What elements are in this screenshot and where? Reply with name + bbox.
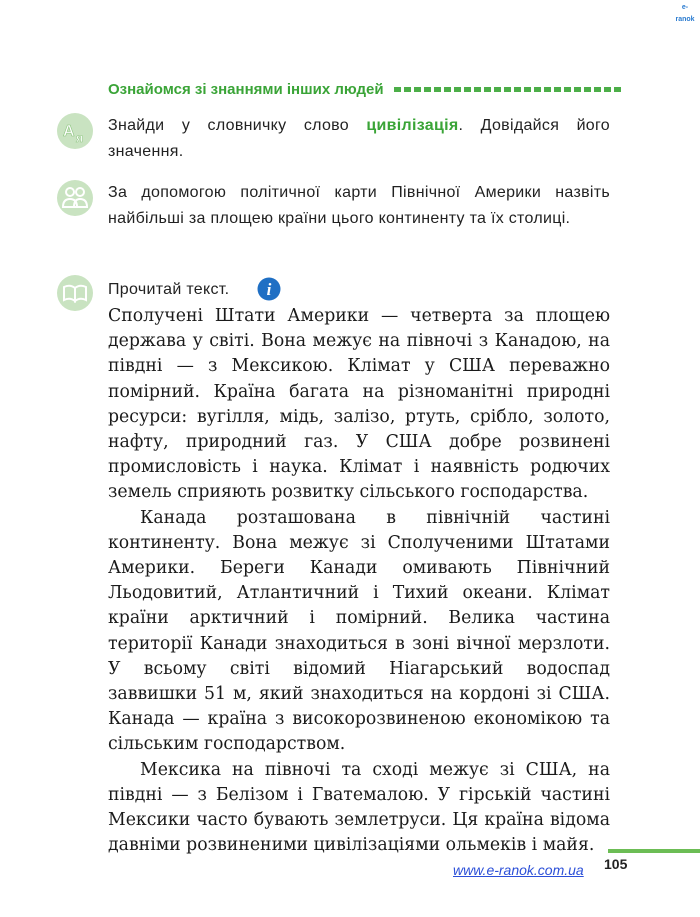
book-icon (57, 275, 93, 311)
info-icon (257, 277, 281, 301)
paragraph-usa: Сполучені Штати Америки — четверта за площею держава у світі. Вона межує на півночі з Канадою, на півдні — з Мексикою. Клімат у США переважно помірний. Країна багата на різноманітні природні ресурси: вугілля, мідь, залізо, ртуть, срібло, золото, нафту, природний газ. У США добре розвинені промисловість і наука. Клімат і наявність родючих земель сприяють розвитку сільського господарства. (108, 306, 610, 503)
task1-text-start: Знайди у словничку слово (108, 117, 367, 134)
task-political-map: За допомогою політичної карти Північної Америки назвіть найбільші за площею країни цього континенту та їх столиці. (108, 184, 610, 227)
read-text-label: Прочитай текст. (108, 281, 230, 298)
reading-text (108, 304, 610, 858)
dictionary-letter-a: А (63, 123, 75, 140)
paragraph-canada: Канада розташована в північній частині континенту. Вона межує зі Сполученими Штатами Америки. Береги Канади омивають Північний Льодовитий, Атлантичний і Тихий океани. Клімат країни арктичний і помірний. Велика частина території Канади знаходиться в зоні вічної мерзлоти. У всьому світі відомий Ніагарський водоспад заввишки 51 м, який знаходиться на кордоні зі США. Канада — країна з високорозвиненою економікою та сільським господарством. (108, 507, 610, 755)
publisher-logo: e-ranok (675, 4, 695, 23)
section-heading-text: Ознайомся зі знаннями інших людей (108, 81, 384, 98)
paragraph-mexico: Мексика на півночі та сході межує зі США, на півдні — з Белізом і Гватемалою. У гірській частині Мексики часто бувають землетруси. Ця країна відома давніми розвиненими цивілізаціями ольмеків і майя. (108, 759, 610, 856)
footer-rule (608, 849, 700, 853)
task1-text-end: . Довідайся його значення. (108, 117, 610, 160)
website-link[interactable]: www.e-ranok.com.ua (453, 862, 584, 878)
people-icon (57, 180, 93, 216)
heading-dotted-rule (394, 87, 622, 92)
task-find-word (108, 113, 610, 165)
task1-keyword: цивілізація (366, 117, 459, 134)
info-glyph: i (266, 280, 272, 299)
section-heading (108, 81, 622, 98)
dictionary-letter-ya: я (76, 131, 84, 145)
page-number: 105 (604, 856, 628, 872)
dictionary-icon (57, 113, 93, 149)
